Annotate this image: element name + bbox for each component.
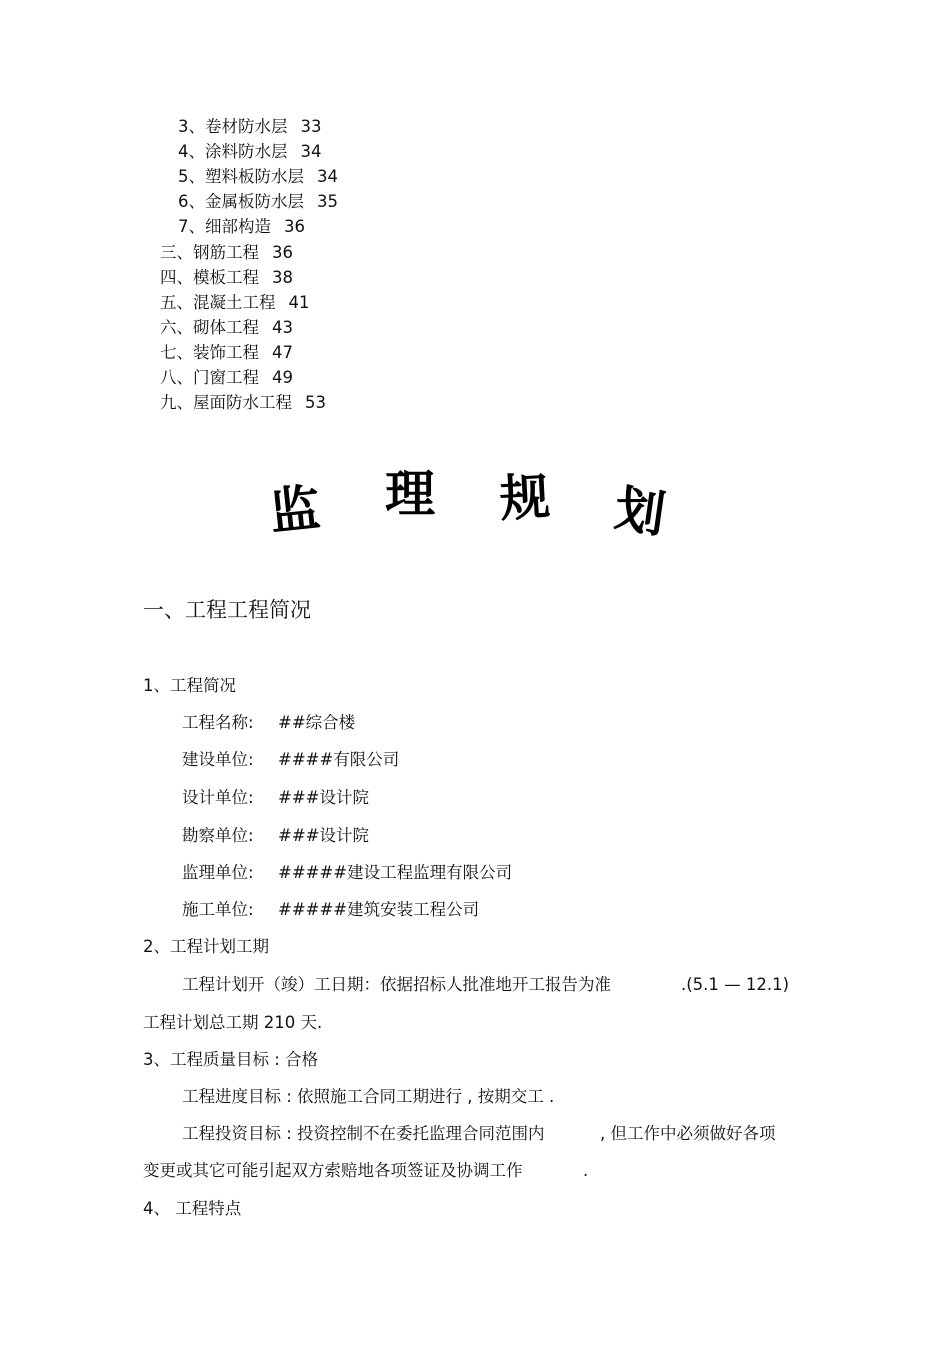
info-row: 工程名称: ##综合楼 bbox=[182, 713, 356, 732]
toc-item: 五、混凝土工程 41 bbox=[160, 293, 310, 312]
toc-item: 四、模板工程 38 bbox=[160, 268, 293, 287]
title-char: 划 bbox=[611, 478, 669, 545]
toc-item: 5、塑料板防水层 34 bbox=[178, 167, 338, 186]
subsection-heading: 4、 工程特点 bbox=[143, 1199, 242, 1218]
toc-item: 7、细部构造 36 bbox=[178, 217, 305, 236]
info-row: 施工单位: #####建筑安装工程公司 bbox=[182, 900, 480, 919]
paragraph-line: 工程计划开（竣）工日期：依据招标人批准地开工报告为准 bbox=[182, 975, 611, 994]
toc-item: 3、卷材防水层 33 bbox=[178, 117, 322, 136]
toc-item: 七、装饰工程 47 bbox=[160, 343, 293, 362]
paragraph-line: 工程进度目标 : 依照施工合同工期进行 , 按期交工 . bbox=[182, 1087, 555, 1106]
document-title bbox=[0, 458, 950, 558]
info-row: 设计单位: ###设计院 bbox=[182, 788, 369, 807]
paragraph-line: .(5.1 — 12.1) bbox=[681, 975, 790, 994]
toc-item: 三、钢筋工程 36 bbox=[160, 243, 293, 262]
toc-item: 六、砌体工程 43 bbox=[160, 318, 293, 337]
subsection-heading: 3、工程质量目标 : 合格 bbox=[143, 1050, 319, 1069]
info-row: 勘察单位: ###设计院 bbox=[182, 826, 369, 845]
toc-item: 6、金属板防水层 35 bbox=[178, 192, 338, 211]
paragraph-line: 变更或其它可能引起双方索赔地各项签证及协调工作 bbox=[143, 1161, 523, 1180]
title-char: 监 bbox=[267, 477, 323, 542]
info-row: 监理单位: #####建设工程监理有限公司 bbox=[182, 863, 513, 882]
toc-item: 八、门窗工程 49 bbox=[160, 368, 293, 387]
toc-item: 4、涂料防水层 34 bbox=[178, 142, 322, 161]
title-char: 理 bbox=[385, 464, 435, 523]
subsection-heading: 2、工程计划工期 bbox=[143, 937, 269, 956]
title-char: 规 bbox=[498, 466, 552, 529]
toc-item: 九、屋面防水工程 53 bbox=[160, 393, 326, 412]
subsection-heading: 1、工程简况 bbox=[143, 676, 236, 695]
paragraph-line: 工程投资目标 : 投资控制不在委托监理合同范围内 bbox=[182, 1124, 545, 1143]
paragraph-line: , 但工作中必须做好各项 bbox=[600, 1124, 776, 1143]
section-heading: 一、工程工程简况 bbox=[143, 598, 311, 622]
info-row: 建设单位: ####有限公司 bbox=[182, 750, 400, 769]
paragraph-line: 工程计划总工期 210 天. bbox=[143, 1013, 323, 1032]
paragraph-line: . bbox=[583, 1161, 589, 1180]
